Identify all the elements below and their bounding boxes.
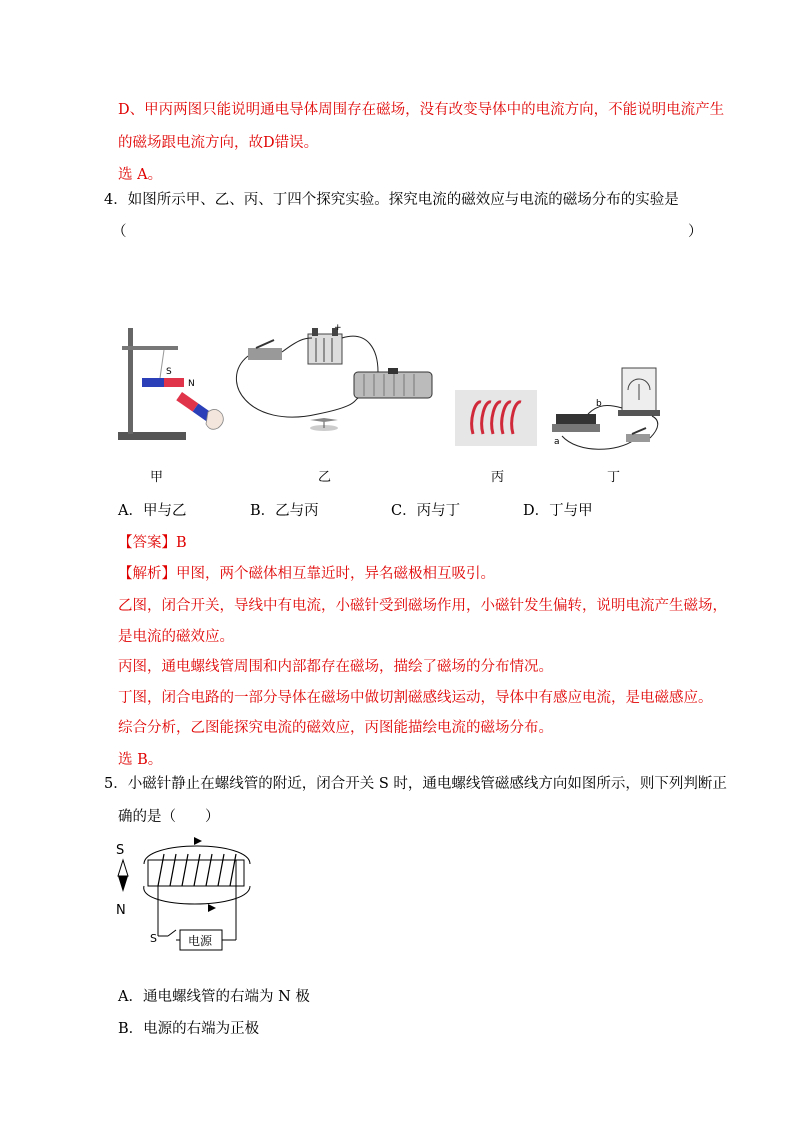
ding-label-b: b bbox=[596, 399, 602, 409]
q4-analysis-line1: 【解析】甲图，两个磁体相互靠近时，异名磁极相互吸引。 bbox=[118, 566, 495, 582]
jia-magnet-n-label: N bbox=[188, 379, 195, 389]
jia-magnet-s-label: S bbox=[166, 367, 172, 377]
q4-analysis-line2: 乙图，闭合开关，导线中有电流，小磁针受到磁场作用，小磁针发生偏转，说明电流产生磁场， bbox=[118, 598, 727, 614]
compass-s-label: S bbox=[116, 843, 125, 858]
yi-battery-plus: + bbox=[334, 323, 342, 333]
q4-analysis-line3: 是电流的磁效应。 bbox=[118, 629, 234, 645]
q4-bracket-open: （ bbox=[112, 224, 127, 240]
q4-answer: 【答案】B bbox=[118, 535, 187, 551]
figure-bing bbox=[455, 390, 537, 446]
switch-s-label: S bbox=[150, 932, 157, 945]
figure-label-ding: 丁 bbox=[607, 470, 621, 485]
q4-analysis-line7: 选 B。 bbox=[118, 752, 163, 768]
q4-option-a: A．甲与乙 bbox=[118, 503, 187, 519]
q5-stem-line2: 确的是（ ） bbox=[118, 809, 220, 825]
q4-option-c: C．丙与丁 bbox=[391, 503, 461, 519]
figure-ding bbox=[548, 364, 660, 456]
q4-option-b: B．乙与丙 bbox=[250, 503, 319, 519]
q4-option-d: D．丁与甲 bbox=[523, 503, 593, 519]
q4-analysis-line6: 综合分析，乙图能探究电流的磁效应，丙图能描绘电流的磁场分布。 bbox=[118, 720, 553, 736]
prev-choose: 选 A。 bbox=[118, 167, 163, 183]
figure-q5-solenoid bbox=[110, 836, 270, 960]
figure-yi bbox=[228, 320, 448, 440]
q5-option-a: A．通电螺线管的右端为 N 极 bbox=[118, 989, 310, 1005]
figure-label-yi: 乙 bbox=[318, 470, 332, 485]
compass-n-label: N bbox=[116, 903, 126, 918]
ding-label-a: a bbox=[554, 437, 560, 447]
figure-label-jia: 甲 bbox=[150, 470, 164, 485]
prev-d-line2: 的磁场跟电流方向，故D错误。 bbox=[118, 135, 319, 151]
figure-jia bbox=[112, 322, 242, 450]
q4-analysis-line4: 丙图，通电螺线管周围和内部都存在磁场，描绘了磁场的分布情况。 bbox=[118, 659, 553, 675]
figure-label-bing: 丙 bbox=[491, 470, 505, 485]
prev-d-line1: D、甲丙两图只能说明通电导体周围存在磁场，没有改变导体中的电流方向，不能说明电流产生 bbox=[118, 102, 725, 118]
q5-option-b: B．电源的右端为正极 bbox=[118, 1021, 260, 1037]
q5-stem-line1: 5．小磁针静止在螺线管的附近，闭合开关 S 时，通电螺线管磁感线方向如图所示，则下列判断正 bbox=[104, 776, 727, 792]
q4-bracket-close: ） bbox=[688, 224, 703, 240]
q4-stem: 4．如图所示甲、乙、丙、丁四个探究实验。探究电流的磁效应与电流的磁场分布的实验是 bbox=[104, 192, 679, 208]
q4-analysis-line5: 丁图，闭合电路的一部分导体在磁场中做切割磁感线运动，导体中有感应电流，是电磁感应。 bbox=[118, 690, 713, 706]
power-supply-label: 电源 bbox=[188, 934, 213, 948]
